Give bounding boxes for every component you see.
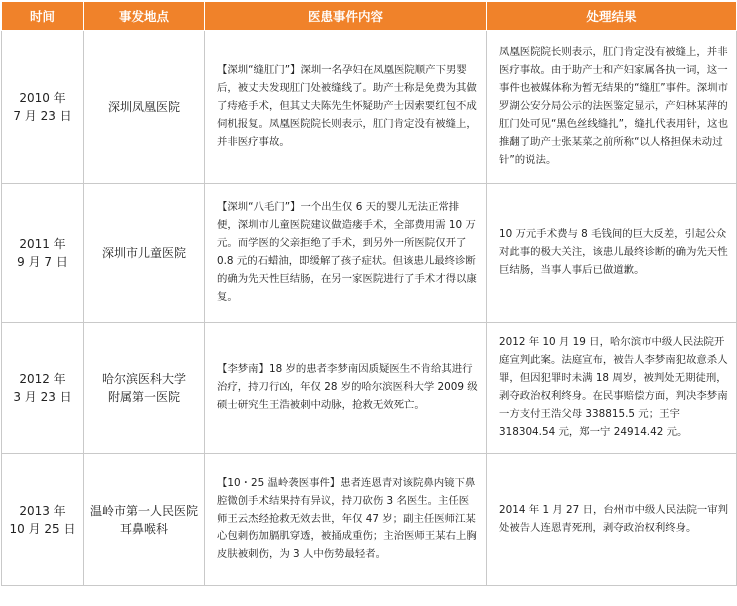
cell-place [84,31,205,184]
place-line-2: 附属第一医院 [107,390,180,404]
header-place: 事发地点 [84,2,205,31]
header-event: 医患事件内容 [205,2,487,31]
cell-place [84,454,205,586]
table-header [2,2,737,31]
cell-date [2,454,84,586]
date-year: 2013 年 [19,503,66,518]
date-day: 7 月 23 日 [13,109,72,123]
cell-date [2,323,84,454]
table-row [2,31,737,184]
cell-result: 2014 年 1 月 27 日，台州市中级人民法院一审判处被告人连恩青死刑，剥夺政治权利终身。 [487,454,737,586]
table-body [2,31,737,586]
cell-place [84,184,205,323]
place-line-1: 深圳凤凰医院 [107,100,180,114]
document-page [1,1,736,604]
cell-result: 2012 年 10 月 19 日，哈尔滨市中级人民法院开庭宣判此案。法庭宣布，被告人李梦南犯故意杀人罪，但因犯罪时未满 18 周岁，被判处无期徒刑，剥夺政治权利终身。在民事赔偿方面，判决李梦南一方支付王浩父母 338815.5 元；王宇 318304.54 元，郑一宁 24914.42 元。 [487,323,737,454]
header-result: 处理结果 [487,2,737,31]
cell-event: 【李梦南】18 岁的患者李梦南因质疑医生不肯给其进行治疗，持刀行凶，年仅 28 岁的哈尔滨医科大学 2009 级硕士研究生王浩被刺中动脉，抢救无效死亡。 [205,323,487,454]
cell-result: 10 万元手术费与 8 毛钱间的巨大反差，引起公众对此事的极大关注，该患儿最终诊断的确为先天性巨结肠，当事人事后已做道歉。 [487,184,737,323]
place-line-1: 哈尔滨医科大学 [101,372,186,386]
table-row [2,454,737,586]
cell-date [2,184,84,323]
header-date: 时间 [2,2,84,31]
place-line-1: 深圳市儿童医院 [101,246,186,260]
place-line-2: 耳鼻喉科 [119,521,168,536]
table-row [2,184,737,323]
cell-event: 【深圳“缝肛门”】深圳一名孕妇在凤凰医院顺产下男婴后，被丈夫发现肛门处被缝线了。助产士称是免费为其做了痔疮手术，但其丈夫陈先生怀疑助产士因索要红包不成伺机报复。凤凰医院院长则表示，肛门肯定没有被缝上，并非医疗事故。 [205,31,487,184]
place-line-1: 温岭市第一人民医院 [89,503,198,518]
date-day: 3 月 23 日 [13,390,72,404]
cell-event: 【深圳“八毛门”】一个出生仅 6 天的婴儿无法正常排便，深圳市儿童医院建议做造瘘手术，全部费用需 10 万元。而学医的父亲拒绝了手术，到另外一所医院仅开了 0.8 元的石蜡油，即缓解了孩子症状。但该患儿最终诊断的确为先天性巨结肠，在另一家医院进行了手术才得以康复。 [205,184,487,323]
cell-place [84,323,205,454]
cell-result: 凤凰医院院长则表示，肛门肯定没有被缝上，并非医疗事故。由于助产士和产妇家属各执一词，这一事件也被媒体称为暂无结果的“缝肛”事件。深圳市罗湖公安分局公示的法医鉴定显示，产妇林某萍的肛门处可见“黑色丝线缝扎”，缝扎代表用针，这也推翻了助产士张某菜之前所称“以人格担保未动过针”的说法。 [487,31,737,184]
date-year: 2011 年 [19,237,66,251]
date-year: 2010 年 [19,91,66,105]
date-year: 2012 年 [19,372,66,386]
table-row [2,323,737,454]
date-day: 10 月 25 日 [9,521,76,536]
header-row [2,2,737,31]
date-day: 9 月 7 日 [17,255,68,269]
cell-event: 【10・25 温岭袭医事件】患者连恩青对该院鼻内镜下鼻腔微创手术结果持有异议，持刀砍伤 3 名医生。主任医师王云杰经抢救无效去世，年仅 47 岁；副主任医师江某心包刺伤加膈肌穿透，被捅成重伤；主治医师王某右上胸皮肤被刺伤，为 3 人中伤势最轻者。 [205,454,487,586]
medical-dispute-table [1,1,737,586]
cell-date [2,31,84,184]
